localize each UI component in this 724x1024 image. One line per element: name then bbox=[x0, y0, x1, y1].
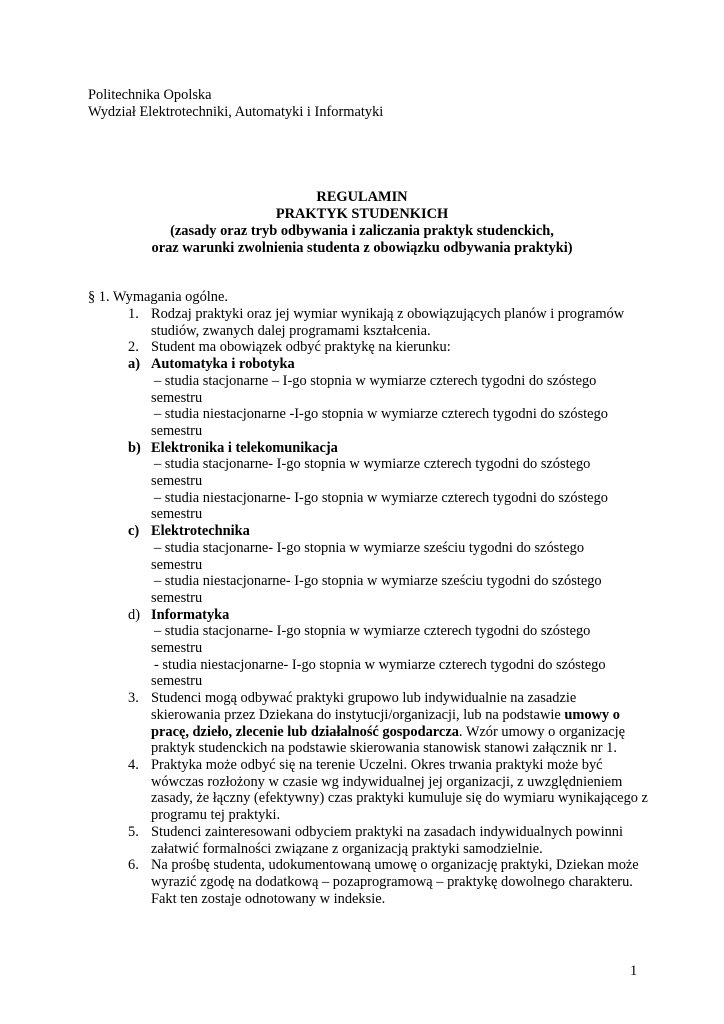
item-number: 4. bbox=[128, 756, 139, 773]
item-number: 5. bbox=[128, 823, 139, 840]
item-text-part: . Wzór umowy o organizację praktyk studenckich na podstawie skierowania stanowisk stanowi załącznik nr 1. bbox=[151, 723, 626, 757]
field-label: c) bbox=[128, 523, 140, 540]
field-line: semestru bbox=[151, 640, 203, 657]
field-line: – studia stacjonarne- I-go stopnia w wymiarze czterech tygodni do szóstego bbox=[154, 456, 591, 473]
field-line: semestru bbox=[151, 589, 203, 606]
item-text: Na prośbę studenta, udokumentowaną umowę o organizację praktyki, Dziekan może wyrazić zgodę na dodatkową – pozaprogramową – praktykę dowolnego charakteru. Fakt ten zostaje odnotowany w indeksie. bbox=[151, 857, 639, 907]
item-text: Rodzaj praktyki oraz jej wymiar wynikają z obowiązujących planów i programów studiów, zwanych dalej programami kształcenia. bbox=[151, 306, 625, 339]
document-title bbox=[0, 189, 724, 257]
field-name: Automatyka i robotyka bbox=[151, 356, 295, 373]
field-automatyka bbox=[88, 356, 648, 440]
list-item-2 bbox=[88, 339, 648, 356]
item-text-part: Studenci mogą odbywać praktyki grupowo lub indywidualnie na zasadzie skierowania przez Dziekana do instytucji/organizacji, lub na podstawie bbox=[151, 690, 577, 723]
field-line: – studia stacjonarne- I-go stopnia w wymiarze czterech tygodni do szóstego bbox=[154, 623, 591, 640]
item-text: Student ma obowiązek odbyć praktykę na kierunku: bbox=[151, 339, 451, 356]
field-elektrotechnika bbox=[88, 523, 648, 607]
list-item-1 bbox=[88, 306, 648, 339]
item-text bbox=[151, 690, 648, 757]
field-line: – studia niestacjonarne- I-go stopnia w wymiarze czterech tygodni do szóstego bbox=[154, 489, 608, 506]
item-number: 2. bbox=[128, 339, 139, 356]
field-name: Elektrotechnika bbox=[151, 523, 250, 540]
field-line: – studia stacjonarne – I-go stopnia w wymiarze czterech tygodni do szóstego bbox=[154, 372, 597, 389]
field-line: semestru bbox=[151, 422, 203, 439]
field-informatyka bbox=[88, 607, 648, 691]
field-elektronika bbox=[88, 440, 648, 524]
page-number: 1 bbox=[630, 963, 638, 979]
title-line-1: REGULAMIN bbox=[316, 189, 408, 205]
item-text: Praktyka może odbyć się na terenie Uczelni. Okres trwania praktyki może być wówczas rozłożony w czasie wg indywidualnej jej organizacji, z uwzględnieniem zasady, że łączny (efektywny) czas praktyki kumuluje się do wymiaru wynikającego z programu tej praktyki. bbox=[151, 756, 648, 824]
field-label: b) bbox=[128, 439, 141, 456]
field-label: a) bbox=[128, 356, 140, 373]
field-line: semestru bbox=[151, 506, 203, 523]
field-line: – studia stacjonarne- I-go stopnia w wymiarze sześciu tygodni do szóstego bbox=[154, 539, 585, 556]
field-line: – studia niestacjonarne- I-go stopnia w wymiarze sześciu tygodni do szóstego bbox=[154, 573, 602, 590]
title-line-3: (zasady oraz tryb odbywania i zaliczania praktyk studenckich, bbox=[170, 223, 554, 239]
field-line: – studia niestacjonarne -I-go stopnia w wymiarze czterech tygodni do szóstego bbox=[154, 406, 608, 423]
field-label: d) bbox=[128, 606, 140, 623]
list-item-5 bbox=[88, 824, 648, 857]
item-text-bold: umowy o pracę, dzieło, zlecenie lub działalność gospodarcza bbox=[151, 706, 620, 740]
field-line: - studia niestacjonarne- I-go stopnia w wymiarze czterech tygodni do szóstego bbox=[154, 656, 606, 673]
faculty-name: Wydział Elektrotechniki, Automatyki i Informatyki bbox=[88, 104, 384, 120]
list-item-3 bbox=[88, 690, 648, 757]
field-line: semestru bbox=[151, 389, 203, 406]
item-number: 3. bbox=[128, 690, 139, 707]
university-name: Politechnika Opolska bbox=[88, 87, 212, 103]
field-line: semestru bbox=[151, 473, 203, 490]
section-heading: § 1. Wymagania ogólne. bbox=[88, 289, 228, 305]
item-number: 1. bbox=[128, 306, 139, 322]
institution-header bbox=[88, 87, 383, 121]
field-line: semestru bbox=[151, 556, 203, 573]
field-name: Elektronika i telekomunikacja bbox=[151, 439, 338, 456]
list-item-4 bbox=[88, 757, 648, 824]
title-line-2: PRAKTYK STUDENKICH bbox=[275, 206, 449, 222]
item-number: 6. bbox=[128, 857, 139, 874]
list-item-6 bbox=[88, 857, 648, 907]
field-name: Informatyka bbox=[151, 606, 230, 623]
title-line-4: oraz warunki zwolnienia studenta z obowiązku odbywania praktyki) bbox=[151, 240, 573, 256]
item-text: Studenci zainteresowani odbyciem praktyki na zasadach indywidualnych powinni załatwić formalności związane z organizacją praktyki samodzielnie. bbox=[151, 823, 623, 857]
field-line: semestru bbox=[151, 673, 203, 690]
document-body bbox=[88, 289, 648, 907]
